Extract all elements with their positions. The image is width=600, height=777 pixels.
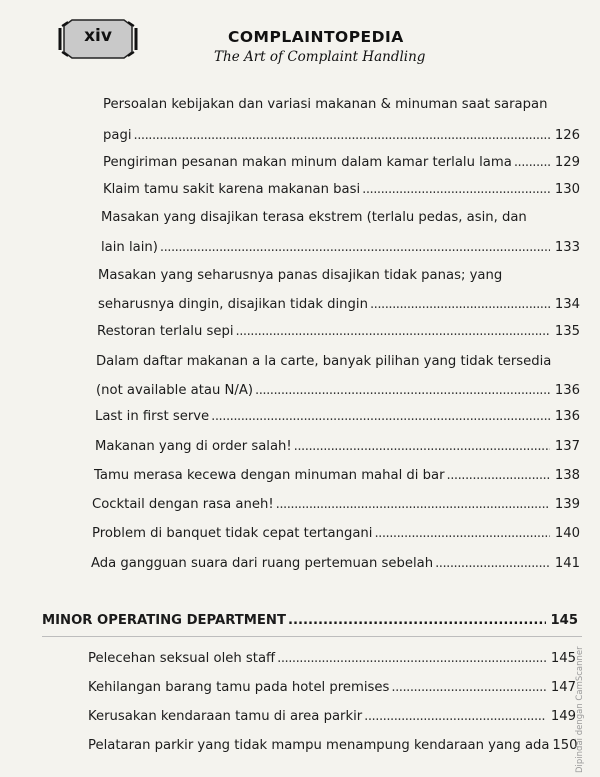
toc-entry[interactable]	[88, 709, 576, 724]
toc-section-heading[interactable]	[42, 613, 578, 628]
toc-page-number: 130	[554, 182, 580, 197]
toc-page-number: 145	[550, 651, 576, 666]
toc-entry[interactable]	[95, 439, 580, 454]
toc-entry[interactable]	[103, 128, 580, 143]
toc-entry[interactable]	[92, 526, 580, 541]
toc-page-number: 136	[554, 409, 580, 424]
page-number: xiv	[84, 26, 112, 46]
toc-entry-text: Tamu merasa kecewa dengan minuman mahal di bar	[94, 468, 445, 483]
leader-dots	[277, 651, 546, 666]
toc-entry[interactable]	[91, 556, 580, 571]
toc-page-number: 141	[554, 556, 580, 571]
toc-page-number: 126	[554, 128, 580, 143]
toc-entry-text: Dalam daftar makanan a la carte, banyak pilihan yang tidak tersedia	[96, 354, 552, 369]
section-title: MINOR OPERATING DEPARTMENT	[42, 613, 286, 628]
leader-dots	[236, 324, 550, 339]
toc-page-number: 149	[550, 709, 576, 724]
toc-entry-text: Kehilangan barang tamu pada hotel premises	[88, 680, 390, 695]
toc-entry-text: Kerusakan kendaraan tamu di area parkir	[88, 709, 363, 724]
toc-entry-text: Persoalan kebijakan dan variasi makanan & minuman saat sarapan	[103, 97, 548, 112]
toc-entry[interactable]	[97, 324, 580, 339]
toc-entry-text: Klaim tamu sakit karena makanan basi	[103, 182, 361, 197]
leader-dots	[294, 439, 550, 454]
toc-entry[interactable]	[101, 240, 580, 255]
leader-dots	[211, 409, 550, 424]
toc-entry[interactable]	[98, 297, 580, 312]
toc-page-number: 129	[554, 155, 580, 170]
leader-dots	[447, 468, 550, 483]
scanner-watermark: Dipindai dengan CamScanner	[575, 646, 585, 773]
toc-entry-text: Cocktail dengan rasa aneh!	[92, 497, 274, 512]
toc-page-number: 150	[552, 738, 578, 753]
toc-page-number: 139	[554, 497, 580, 512]
toc-page-number: 134	[554, 297, 580, 312]
toc-page-number: 135	[554, 324, 580, 339]
toc-page-number: 140	[554, 526, 580, 541]
toc-entry-continuation: lain lain)	[101, 240, 158, 255]
toc-entry[interactable]	[88, 680, 576, 695]
toc-entry[interactable]	[94, 468, 580, 483]
leader-dots	[370, 297, 550, 312]
toc-entry-text: Restoran terlalu sepi	[97, 324, 234, 339]
leader-dots	[364, 709, 546, 724]
toc-page-number: 133	[554, 240, 580, 255]
toc-entry[interactable]	[103, 182, 580, 197]
leader-dots	[288, 613, 546, 628]
toc-entry-text: Makanan yang di order salah!	[95, 439, 292, 454]
toc-entry-text: Pengiriman pesanan makan minum dalam kamar terlalu lama	[103, 155, 512, 170]
toc-entry[interactable]	[95, 409, 580, 424]
toc-entry-text: Masakan yang seharusnya panas disajikan tidak panas; yang	[98, 268, 503, 283]
toc-page-number: 137	[554, 439, 580, 454]
toc-entry[interactable]	[103, 155, 580, 170]
toc-entry[interactable]	[92, 497, 580, 512]
book-title: COMPLAINTOPEDIA	[228, 28, 404, 46]
toc-entry-text: Pelecehan seksual oleh staff	[88, 651, 276, 666]
toc-page-number: 136	[554, 383, 580, 398]
toc-entry-text: Last in first serve	[95, 409, 210, 424]
toc-entry-text: Pelataran parkir yang tidak mampu menampung kendaraan yang ada	[88, 738, 550, 753]
toc-entry[interactable]	[88, 651, 576, 666]
toc-entry[interactable]	[96, 383, 580, 398]
book-subtitle: The Art of Complaint Handling	[214, 49, 426, 65]
leader-dots	[276, 497, 550, 512]
leader-dots	[435, 556, 550, 571]
toc-entry-text: Problem di banquet tidak cepat tertangani	[92, 526, 373, 541]
toc-entry-continuation: seharusnya dingin, disajikan tidak dingin	[98, 297, 368, 312]
toc-entry-continuation: pagi	[103, 128, 132, 143]
section-divider	[42, 636, 582, 637]
toc-entry[interactable]	[88, 738, 576, 753]
leader-dots	[391, 680, 546, 695]
page-number-badge	[58, 18, 138, 60]
leader-dots	[362, 182, 550, 197]
section-page-number: 145	[550, 613, 578, 628]
toc-page-number: 147	[550, 680, 576, 695]
toc-entry-text: Ada gangguan suara dari ruang pertemuan sebelah	[91, 556, 434, 571]
leader-dots	[255, 383, 550, 398]
leader-dots	[134, 128, 551, 143]
leader-dots	[374, 526, 550, 541]
toc-entry-continuation: (not available atau N/A)	[96, 383, 254, 398]
toc-page-number: 138	[554, 468, 580, 483]
leader-dots	[514, 155, 550, 170]
leader-dots	[160, 240, 550, 255]
toc-entry-text: Masakan yang disajikan terasa ekstrem (terlalu pedas, asin, dan	[101, 210, 527, 225]
